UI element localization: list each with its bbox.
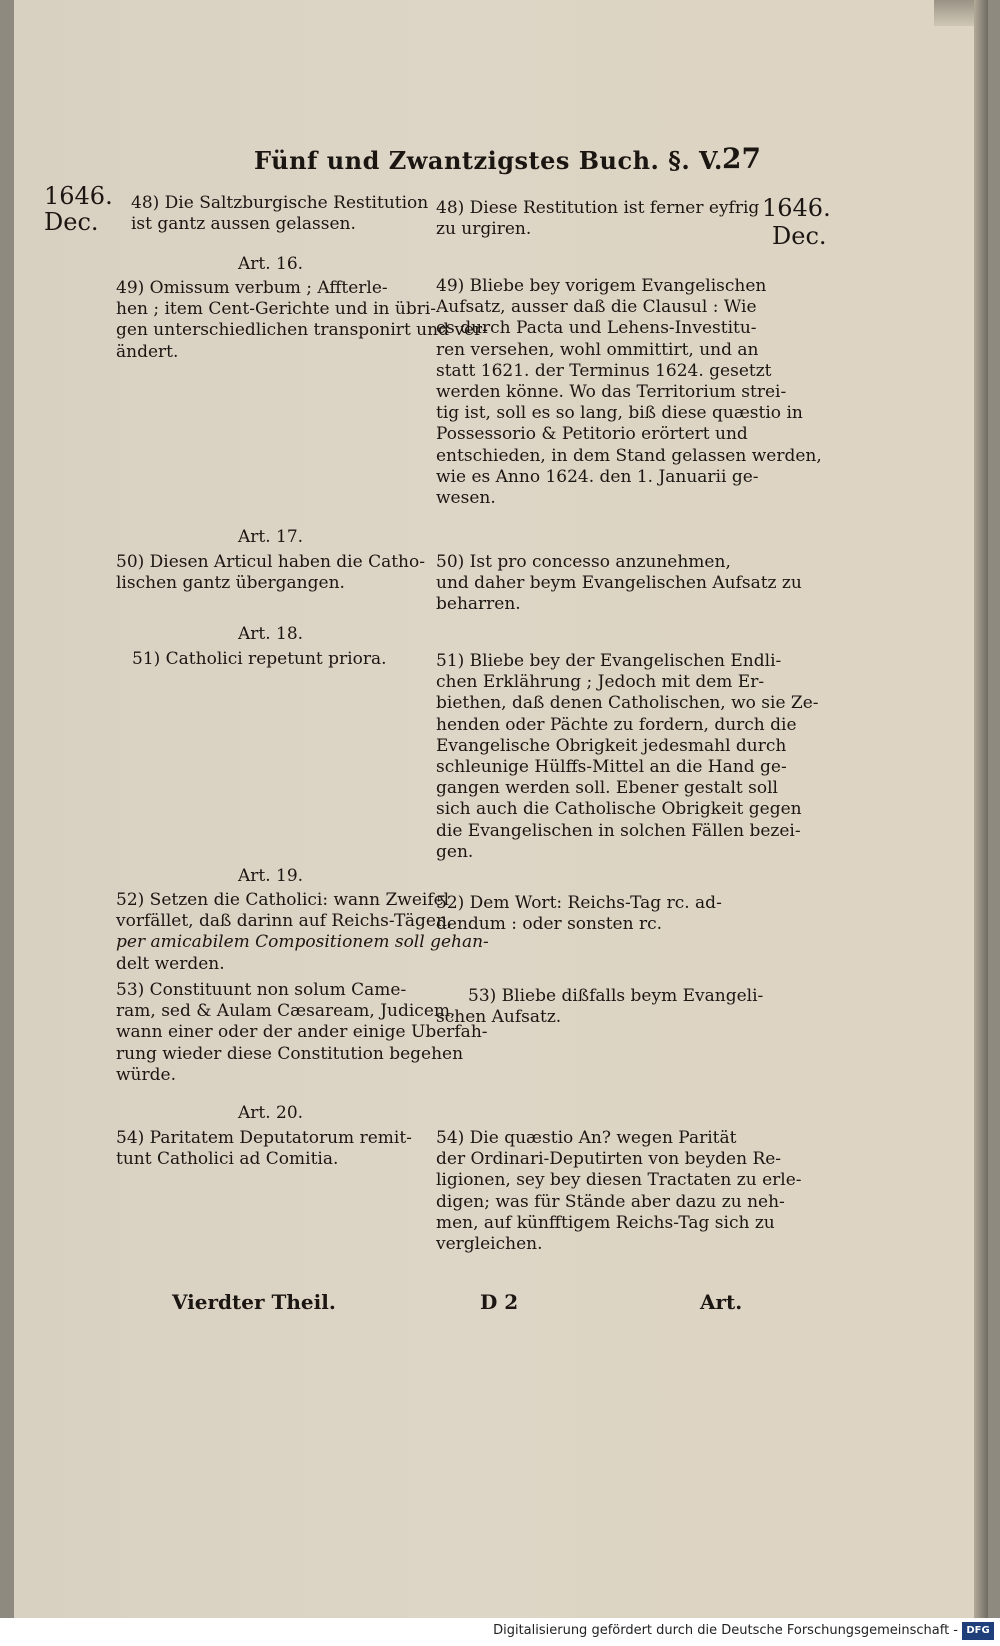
- margin-year-right: 1646.: [762, 194, 831, 222]
- left-para-54: 54) Paritatem Deputatorum remit- tunt Catholici ad Comitia.: [116, 1128, 412, 1170]
- left-article-18: Art. 18.: [238, 624, 304, 644]
- right-para-50: 50) Ist pro concesso anzunehmen, und daher beym Evangelischen Aufsatz zu beharren.: [436, 552, 802, 615]
- right-para-48: 48) Diese Restitution ist ferner eyfrig zu urgiren.: [436, 198, 760, 240]
- credit-bar: [0, 1618, 1000, 1646]
- book-page: [14, 0, 974, 1618]
- left-para-48: 48) Die Saltzburgische Restitution ist gantz aussen gelassen.: [131, 193, 429, 235]
- margin-month-left: Dec.: [44, 208, 99, 236]
- dfg-logo-icon: DFG: [962, 1622, 994, 1640]
- left-article-19: Art. 19.: [238, 866, 304, 886]
- sheet-signature: D 2: [480, 1290, 519, 1314]
- catchword: Art.: [700, 1290, 743, 1314]
- right-para-54: 54) Die quæstio An? wegen Parität der Ordinari-Deputirten von beyden Re- ligionen, sey bey diesen Tractaten zu erle- digen; was für Stände aber dazu zu neh- men, auf künfftigem Reichs-Tag sich zu vergleichen.: [436, 1128, 802, 1255]
- left-para-50: 50) Diesen Articul haben die Catho- lischen gantz übergangen.: [116, 552, 425, 594]
- left-article-17: Art. 17.: [238, 527, 304, 547]
- left-article-20: Art. 20.: [238, 1103, 304, 1123]
- left-para-53: 53) Constituunt non solum Came- ram, sed & Aulam Cæsaream, Judicem, wann einer oder der ander einige Uberfah- rung wieder diese Constitution begehen würde.: [116, 980, 488, 1085]
- right-para-53: 53) Bliebe dißfalls beym Evangeli- schen Aufsatz.: [436, 986, 764, 1028]
- left-para-51: 51) Catholici repetunt priora.: [132, 649, 387, 669]
- left-para-49: 49) Omissum verbum ; Affterle- hen ; item Cent-Gerichte und in übri- gen unterschiedlichen transponirt und ver- ändert.: [116, 278, 488, 362]
- page-number: 27: [722, 142, 761, 175]
- credit-text: Digitalisierung gefördert durch die Deutsche Forschungsgemeinschaft -: [493, 1623, 958, 1638]
- margin-year-left: 1646.: [44, 182, 113, 210]
- running-head: Fünf und Zwantzigstes Buch. §. V.: [254, 146, 723, 175]
- margin-month-right: Dec.: [772, 222, 827, 250]
- right-para-51: 51) Bliebe bey der Evangelischen Endli- chen Erklährung ; Jedoch mit dem Er- biethen, daß denen Catholischen, wo sie Ze- henden oder Pächte zu fordern, durch die Evangelische Obrigkeit jedesmahl durch schleunige Hülffs-Mittel an die Hand ge- gangen werden soll. Ebener gestalt soll sich auch die Catholische Obrigkeit gegen die Evangelischen in solchen Fällen bezei- gen.: [436, 651, 819, 862]
- left-article-16: Art. 16.: [238, 254, 304, 274]
- left-para-52: 52) Setzen die Catholici: wann Zweifel vorfället, daß darinn auf Reichs-Tägen, per amicabilem Compositionem soll gehan- delt werden.: [116, 890, 489, 974]
- signature-line: Vierdter Theil.: [172, 1290, 336, 1314]
- right-para-49: 49) Bliebe bey vorigem Evangelischen Aufsatz, ausser daß die Clausul : Wie es durch Pacta und Lehens-Investitu- ren versehen, wohl ommittirt, und an statt 1621. der Terminus 1624. gesetzt werden könne. Wo das Territorium strei- tig ist, soll es so lang, biß diese quæstio in Possessorio & Petitorio erörtert und entschieden, in dem Stand gelassen werden, wie es Anno 1624. den 1. Januarii ge- wesen.: [436, 276, 822, 509]
- page-edge: [934, 0, 974, 26]
- right-para-52: 52) Dem Wort: Reichs-Tag rc. ad- dendum : oder sonsten rc.: [436, 893, 722, 935]
